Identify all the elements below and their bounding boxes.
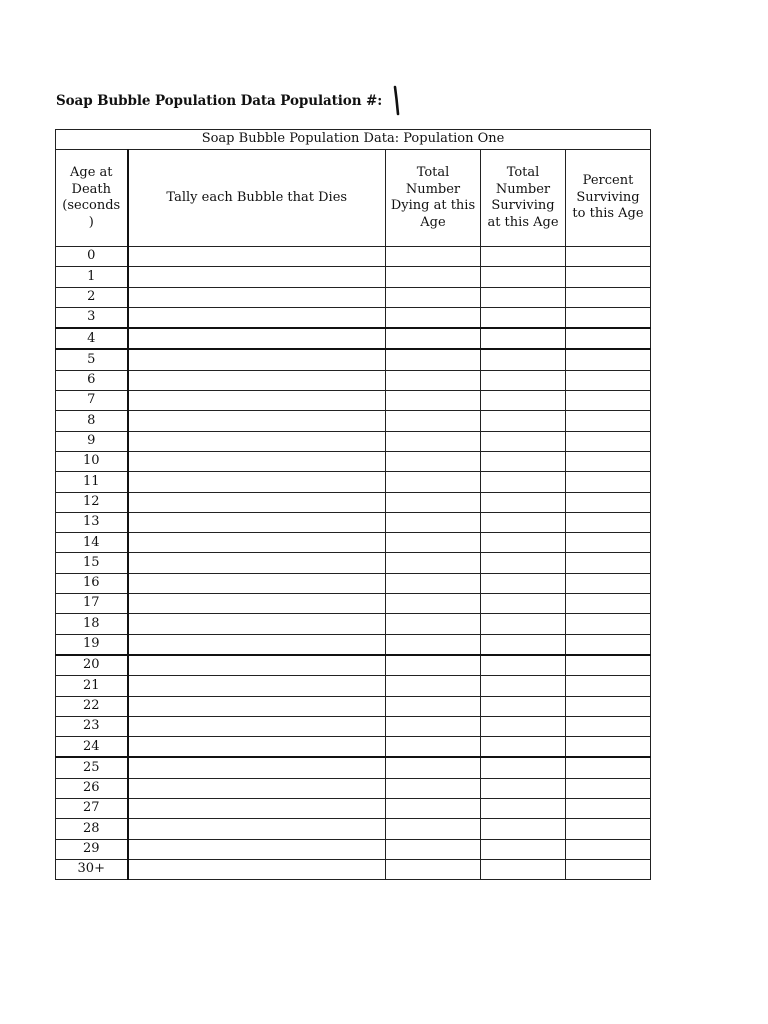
- surviving-count-cell[interactable]: [481, 307, 566, 328]
- dying-count-cell[interactable]: [386, 573, 481, 593]
- percent-surviving-cell[interactable]: [566, 492, 651, 512]
- age-cell: 2: [56, 287, 128, 307]
- tally-cell[interactable]: [128, 307, 386, 328]
- dying-count-cell[interactable]: [386, 349, 481, 370]
- table-row: [56, 512, 651, 532]
- dying-count-cell[interactable]: [386, 267, 481, 287]
- tally-cell[interactable]: [128, 328, 386, 349]
- percent-surviving-cell[interactable]: [566, 594, 651, 614]
- percent-surviving-cell[interactable]: [566, 431, 651, 451]
- surviving-count-cell[interactable]: [481, 451, 566, 471]
- dying-count-cell[interactable]: [386, 655, 481, 676]
- percent-surviving-cell[interactable]: [566, 349, 651, 370]
- table-row: [56, 472, 651, 492]
- dying-count-cell[interactable]: [386, 472, 481, 492]
- table-row: [56, 307, 651, 328]
- tally-cell[interactable]: [128, 757, 386, 778]
- surviving-count-cell[interactable]: [481, 349, 566, 370]
- tally-cell[interactable]: [128, 391, 386, 411]
- tally-cell[interactable]: [128, 370, 386, 390]
- tally-cell[interactable]: [128, 267, 386, 287]
- age-cell: 15: [56, 553, 128, 573]
- percent-surviving-cell[interactable]: [566, 267, 651, 287]
- percent-surviving-cell[interactable]: [566, 512, 651, 532]
- surviving-count-cell[interactable]: [481, 614, 566, 634]
- table-row: [56, 859, 651, 879]
- percent-surviving-cell[interactable]: [566, 737, 651, 758]
- tally-cell[interactable]: [128, 655, 386, 676]
- dying-count-cell[interactable]: [386, 451, 481, 471]
- dying-count-cell[interactable]: [386, 391, 481, 411]
- age-cell: 25: [56, 757, 128, 778]
- surviving-count-cell[interactable]: [481, 533, 566, 553]
- tally-cell[interactable]: [128, 799, 386, 819]
- dying-count-cell[interactable]: [386, 676, 481, 696]
- age-cell: 23: [56, 716, 128, 736]
- surviving-count-cell[interactable]: [481, 553, 566, 573]
- header-age-at-death: Age at Death (seconds ): [56, 150, 128, 247]
- surviving-count-cell[interactable]: [481, 859, 566, 879]
- dying-count-cell[interactable]: [386, 716, 481, 736]
- surviving-count-cell[interactable]: [481, 267, 566, 287]
- surviving-count-cell[interactable]: [481, 819, 566, 839]
- dying-count-cell[interactable]: [386, 696, 481, 716]
- dying-count-cell[interactable]: [386, 778, 481, 798]
- dying-count-cell[interactable]: [386, 634, 481, 655]
- surviving-count-cell[interactable]: [481, 492, 566, 512]
- dying-count-cell[interactable]: [386, 819, 481, 839]
- table-row: [56, 411, 651, 431]
- age-cell: 24: [56, 737, 128, 758]
- age-cell: 28: [56, 819, 128, 839]
- tally-cell[interactable]: [128, 492, 386, 512]
- age-cell: 10: [56, 451, 128, 471]
- table-row: [56, 451, 651, 471]
- percent-surviving-cell[interactable]: [566, 328, 651, 349]
- surviving-count-cell[interactable]: [481, 716, 566, 736]
- table-row: [56, 553, 651, 573]
- tally-cell[interactable]: [128, 349, 386, 370]
- dying-count-cell[interactable]: [386, 492, 481, 512]
- age-cell: 7: [56, 391, 128, 411]
- percent-surviving-cell[interactable]: [566, 839, 651, 859]
- tally-cell[interactable]: [128, 778, 386, 798]
- age-cell: 26: [56, 778, 128, 798]
- dying-count-cell[interactable]: [386, 533, 481, 553]
- tally-cell[interactable]: [128, 287, 386, 307]
- percent-surviving-cell[interactable]: [566, 287, 651, 307]
- percent-surviving-cell[interactable]: [566, 716, 651, 736]
- dying-count-cell[interactable]: [386, 431, 481, 451]
- tally-cell[interactable]: [128, 839, 386, 859]
- surviving-count-cell[interactable]: [481, 655, 566, 676]
- tally-cell[interactable]: [128, 614, 386, 634]
- percent-surviving-cell[interactable]: [566, 676, 651, 696]
- table-body: [56, 247, 651, 880]
- tally-cell[interactable]: [128, 819, 386, 839]
- table-row: [56, 267, 651, 287]
- percent-surviving-cell[interactable]: [566, 859, 651, 879]
- dying-count-cell[interactable]: [386, 370, 481, 390]
- table-row: [56, 349, 651, 370]
- table-row: [56, 778, 651, 798]
- dying-count-cell[interactable]: [386, 247, 481, 267]
- surviving-count-cell[interactable]: [481, 431, 566, 451]
- table-row: [56, 247, 651, 267]
- tally-cell[interactable]: [128, 634, 386, 655]
- percent-surviving-cell[interactable]: [566, 411, 651, 431]
- age-cell: 22: [56, 696, 128, 716]
- surviving-count-cell[interactable]: [481, 737, 566, 758]
- age-cell: 20: [56, 655, 128, 676]
- surviving-count-cell[interactable]: [481, 676, 566, 696]
- dying-count-cell[interactable]: [386, 512, 481, 532]
- table-row: [56, 287, 651, 307]
- age-cell: 12: [56, 492, 128, 512]
- dying-count-cell[interactable]: [386, 737, 481, 758]
- dying-count-cell[interactable]: [386, 287, 481, 307]
- tally-cell[interactable]: [128, 716, 386, 736]
- percent-surviving-cell[interactable]: [566, 614, 651, 634]
- table-row: [56, 634, 651, 655]
- surviving-count-cell[interactable]: [481, 757, 566, 778]
- table-row: [56, 431, 651, 451]
- surviving-count-cell[interactable]: [481, 573, 566, 593]
- table-row: [56, 819, 651, 839]
- tally-cell[interactable]: [128, 451, 386, 471]
- surviving-count-cell[interactable]: [481, 287, 566, 307]
- tally-cell[interactable]: [128, 737, 386, 758]
- table-row: [56, 757, 651, 778]
- table-title: Soap Bubble Population Data: Population One: [56, 130, 651, 150]
- tally-cell[interactable]: [128, 431, 386, 451]
- percent-surviving-cell[interactable]: [566, 778, 651, 798]
- table-row: [56, 391, 651, 411]
- tally-cell[interactable]: [128, 533, 386, 553]
- surviving-count-cell[interactable]: [481, 512, 566, 532]
- percent-surviving-cell[interactable]: [566, 472, 651, 492]
- header-total-surviving: Total Number Surviving at this Age: [481, 150, 566, 247]
- header-percent-surviving: Percent Surviving to this Age: [566, 150, 651, 247]
- surviving-count-cell[interactable]: [481, 328, 566, 349]
- dying-count-cell[interactable]: [386, 859, 481, 879]
- age-cell: 11: [56, 472, 128, 492]
- surviving-count-cell[interactable]: [481, 696, 566, 716]
- age-cell: 16: [56, 573, 128, 593]
- age-cell: 29: [56, 839, 128, 859]
- population-data-table: [55, 129, 651, 880]
- table-row: [56, 716, 651, 736]
- dying-count-cell[interactable]: [386, 553, 481, 573]
- surviving-count-cell[interactable]: [481, 778, 566, 798]
- surviving-count-cell[interactable]: [481, 370, 566, 390]
- percent-surviving-cell[interactable]: [566, 696, 651, 716]
- table-row: [56, 676, 651, 696]
- tally-cell[interactable]: [128, 472, 386, 492]
- age-cell: 5: [56, 349, 128, 370]
- table-row: [56, 839, 651, 859]
- tally-cell[interactable]: [128, 573, 386, 593]
- percent-surviving-cell[interactable]: [566, 451, 651, 471]
- tally-cell[interactable]: [128, 594, 386, 614]
- age-cell: 18: [56, 614, 128, 634]
- table-row: [56, 594, 651, 614]
- percent-surviving-cell[interactable]: [566, 391, 651, 411]
- tally-cell[interactable]: [128, 411, 386, 431]
- table-row: [56, 328, 651, 349]
- surviving-count-cell[interactable]: [481, 411, 566, 431]
- age-cell: 0: [56, 247, 128, 267]
- age-cell: 30+: [56, 859, 128, 879]
- surviving-count-cell[interactable]: [481, 391, 566, 411]
- table-row: [56, 492, 651, 512]
- percent-surviving-cell[interactable]: [566, 370, 651, 390]
- page-title: Soap Bubble Population Data Population #:: [56, 93, 383, 109]
- dying-count-cell[interactable]: [386, 757, 481, 778]
- age-cell: 4: [56, 328, 128, 349]
- table-row: [56, 696, 651, 716]
- age-cell: 27: [56, 799, 128, 819]
- table-row: [56, 533, 651, 553]
- age-cell: 3: [56, 307, 128, 328]
- age-cell: 14: [56, 533, 128, 553]
- surviving-count-cell[interactable]: [481, 472, 566, 492]
- tally-cell[interactable]: [128, 553, 386, 573]
- percent-surviving-cell[interactable]: [566, 247, 651, 267]
- age-cell: 13: [56, 512, 128, 532]
- surviving-count-cell[interactable]: [481, 247, 566, 267]
- dying-count-cell[interactable]: [386, 799, 481, 819]
- percent-surviving-cell[interactable]: [566, 655, 651, 676]
- table-row: [56, 370, 651, 390]
- dying-count-cell[interactable]: [386, 307, 481, 328]
- dying-count-cell[interactable]: [386, 614, 481, 634]
- percent-surviving-cell[interactable]: [566, 634, 651, 655]
- surviving-count-cell[interactable]: [481, 799, 566, 819]
- dying-count-cell[interactable]: [386, 839, 481, 859]
- surviving-count-cell[interactable]: [481, 839, 566, 859]
- table-row: [56, 573, 651, 593]
- age-cell: 1: [56, 267, 128, 287]
- tally-cell[interactable]: [128, 696, 386, 716]
- percent-surviving-cell[interactable]: [566, 757, 651, 778]
- table-row: [56, 737, 651, 758]
- surviving-count-cell[interactable]: [481, 634, 566, 655]
- tally-cell[interactable]: [128, 247, 386, 267]
- table-row: [56, 614, 651, 634]
- percent-surviving-cell[interactable]: [566, 819, 651, 839]
- age-cell: 21: [56, 676, 128, 696]
- age-cell: 6: [56, 370, 128, 390]
- dying-count-cell[interactable]: [386, 411, 481, 431]
- percent-surviving-cell[interactable]: [566, 533, 651, 553]
- age-cell: 9: [56, 431, 128, 451]
- percent-surviving-cell[interactable]: [566, 553, 651, 573]
- table-row: [56, 799, 651, 819]
- age-cell: 8: [56, 411, 128, 431]
- tally-cell[interactable]: [128, 859, 386, 879]
- header-total-dying: Total Number Dying at this Age: [386, 150, 481, 247]
- percent-surviving-cell[interactable]: [566, 573, 651, 593]
- header-tally: Tally each Bubble that Dies: [128, 150, 386, 247]
- dying-count-cell[interactable]: [386, 594, 481, 614]
- tally-cell[interactable]: [128, 676, 386, 696]
- age-cell: 17: [56, 594, 128, 614]
- percent-surviving-cell[interactable]: [566, 307, 651, 328]
- handwritten-population-number: [390, 84, 404, 120]
- dying-count-cell[interactable]: [386, 328, 481, 349]
- surviving-count-cell[interactable]: [481, 594, 566, 614]
- age-cell: 19: [56, 634, 128, 655]
- tally-cell[interactable]: [128, 512, 386, 532]
- percent-surviving-cell[interactable]: [566, 799, 651, 819]
- table-row: [56, 655, 651, 676]
